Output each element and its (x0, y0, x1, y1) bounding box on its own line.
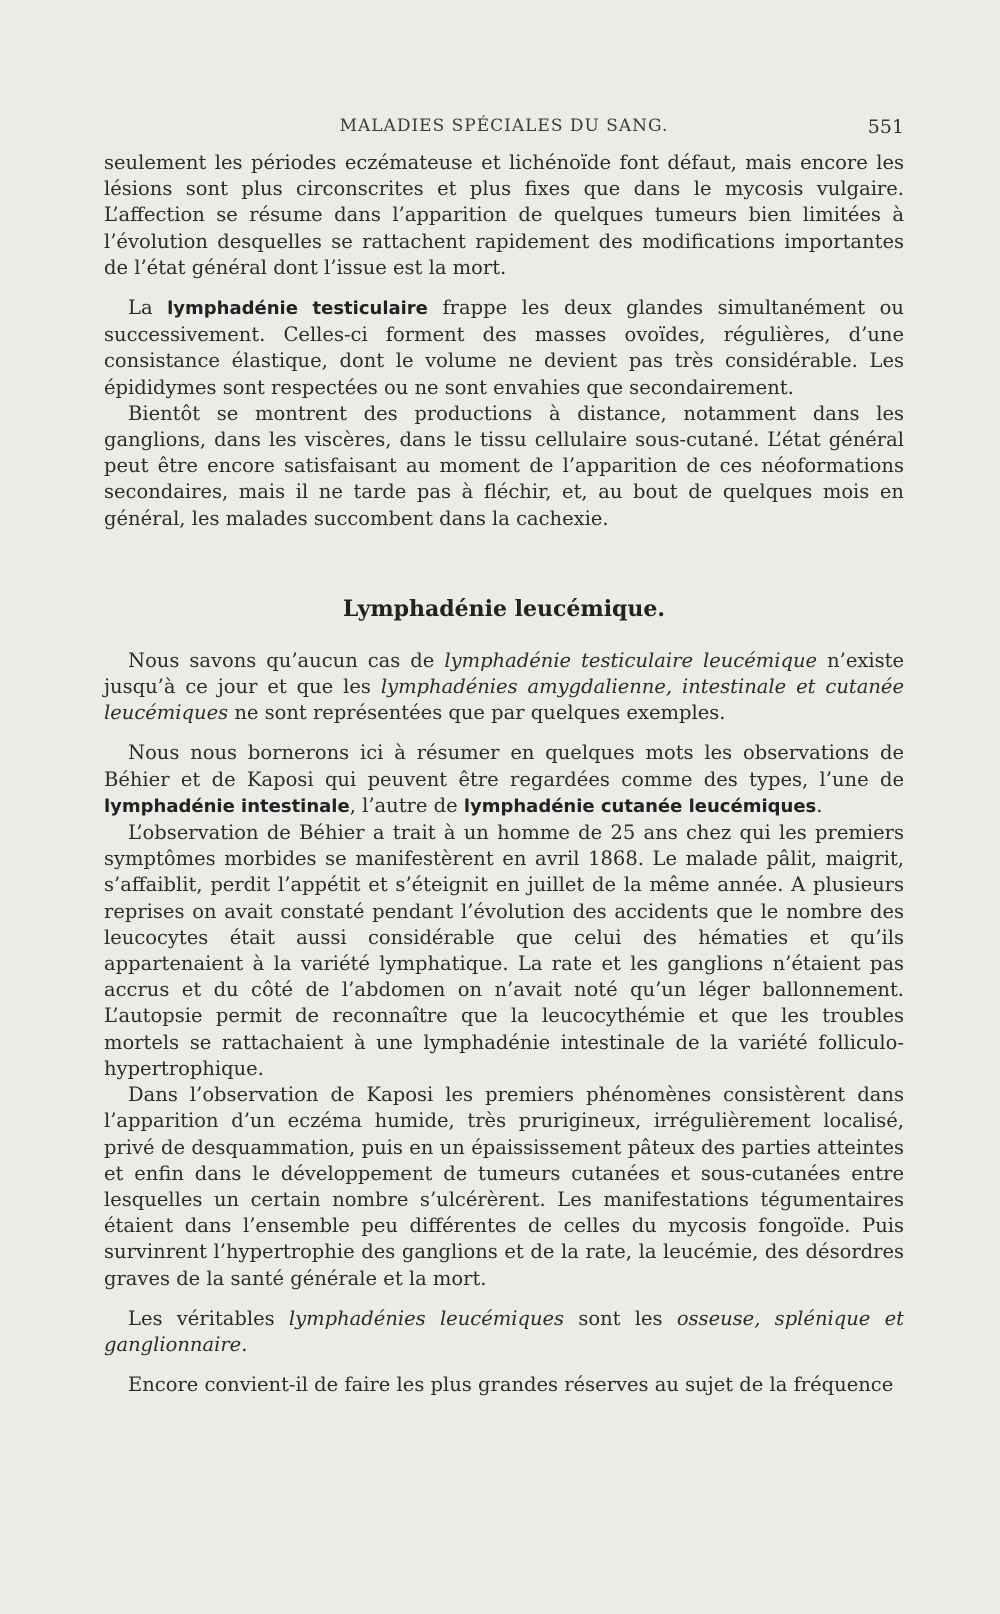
bold-term: lymphadénie intestinale (104, 795, 350, 817)
text-run: sont les (564, 1306, 677, 1330)
paragraph-kaposi: Dans l’observation de Kaposi les premiers phénomènes consistèrent dans l’apparition d’un eczéma humide, très prurigineux, irrégulièrement localisé, privé de desquammation, puis en un épaississement pâteux des parties atteintes et enfin dans le développement de tumeurs cutanées et sous-cutanées entre lesquelles un certain nombre s’ulcérèrent. Les manifestations tégumentaires étaient dans l’ensemble peu différentes de celles du mycosis fongoïde. Puis survinrent l’hypertrophie des ganglions et de la rate, la leucémie, des désordres graves de la santé générale et la mort. (104, 1083, 904, 1290)
paragraph-8 (104, 1306, 904, 1358)
paragraph-1: seulement les périodes eczémateuse et lichénoïde font défaut, mais encore les lésions sont plus circonscrites et plus fixes que dans le mycosis vulgaire. L’affection se résume dans l’apparition de quelques tumeurs bien limitées à l’évolution desquelles se rattachent rapidement des modifications importantes de l’état général dont l’issue est la mort. (104, 151, 904, 279)
text-run: Les véritables (128, 1306, 289, 1330)
paragraph-4 (104, 648, 904, 727)
running-header (104, 116, 904, 142)
page-body (104, 150, 904, 1398)
text-run: n’existe jusqu’à ce jour et que les (104, 648, 904, 699)
text-run: Nous nous bornerons ici à résumer en quelques mots les observations de Béhier et de Kaposi qui peuvent être regardées comme des types, l’une de (104, 741, 904, 791)
text-run: , l’autre de (349, 793, 464, 817)
section-heading: Lymphadénie leucémique. (342, 595, 666, 622)
paragraph-5 (104, 740, 904, 820)
paragraph-lymphadenie-testiculaire (104, 295, 904, 401)
paragraph-3: Bientôt se montrent des productions à distance, notamment dans les ganglions, dans les viscères, dans le tissu cellulaire sous-cutané. L’état général peut être encore satisfaisant au moment de l’apparition de ces néoformations secondaires, mais il ne tarde pas à fléchir, et, au bout de quelques mois en général, les malades succombent dans la cachexie. (104, 401, 904, 530)
italic-term: lymphadénies amygdalienne, intestinale et cutanée leucémiques (104, 675, 904, 725)
bold-term: lymphadénie testiculaire (167, 298, 428, 320)
running-title: MALADIES SPÉCIALES DU SANG. (339, 116, 669, 136)
page-number: 551 (867, 116, 904, 138)
paragraph-9: Encore convient-il de faire les plus grandes réserves au sujet de la fréquence (128, 1373, 894, 1397)
bold-term: lymphadénie cutanée leucémiques (463, 795, 817, 817)
italic-term: lymphadénie testiculaire leucémique (444, 648, 818, 672)
text-run: frappe les deux glandes simultanément ou successivement. Celles-ci forment des masses ovoïdes, régulières, d’une consistance élastique, dont le volume ne devient pas très considérable. Les épididymes sont respectées ou ne sont envahies que secondairement. (104, 296, 904, 399)
paragraph-behier: L’observation de Béhier a trait à un homme de 25 ans chez qui les premiers symptômes morbides se manifestèrent en avril 1868. Le malade pâlit, maigrit, s’affaiblit, perdit l’appétit et s’éteignit en juillet de la même année. A plusieurs reprises on avait constaté pendant l’évolution des accidents que le nombre des leucocytes était aussi considérable que celui des hématies et qu’ils appartenaient à la variété lymphatique. La rate et les ganglions n’étaient pas accrus et du côté de l’abdomen on n’avait noté qu’un léger ballonnement. L’autopsie permit de reconnaître que la leucocythémie et que les troubles mortels se rattachaient à une lymphadénie intestinale de la variété folliculo-hypertrophique. (104, 821, 904, 1080)
text-run: ne sont représentées que par quelques exemples. (228, 701, 726, 725)
text-run: La (128, 296, 168, 320)
text-run: Nous savons qu’aucun cas de (128, 648, 445, 672)
italic-term: osseuse, splénique et ganglionnaire. (104, 1306, 904, 1356)
text-run: . (816, 793, 823, 817)
italic-term: lymphadénies leucémiques (288, 1306, 565, 1330)
